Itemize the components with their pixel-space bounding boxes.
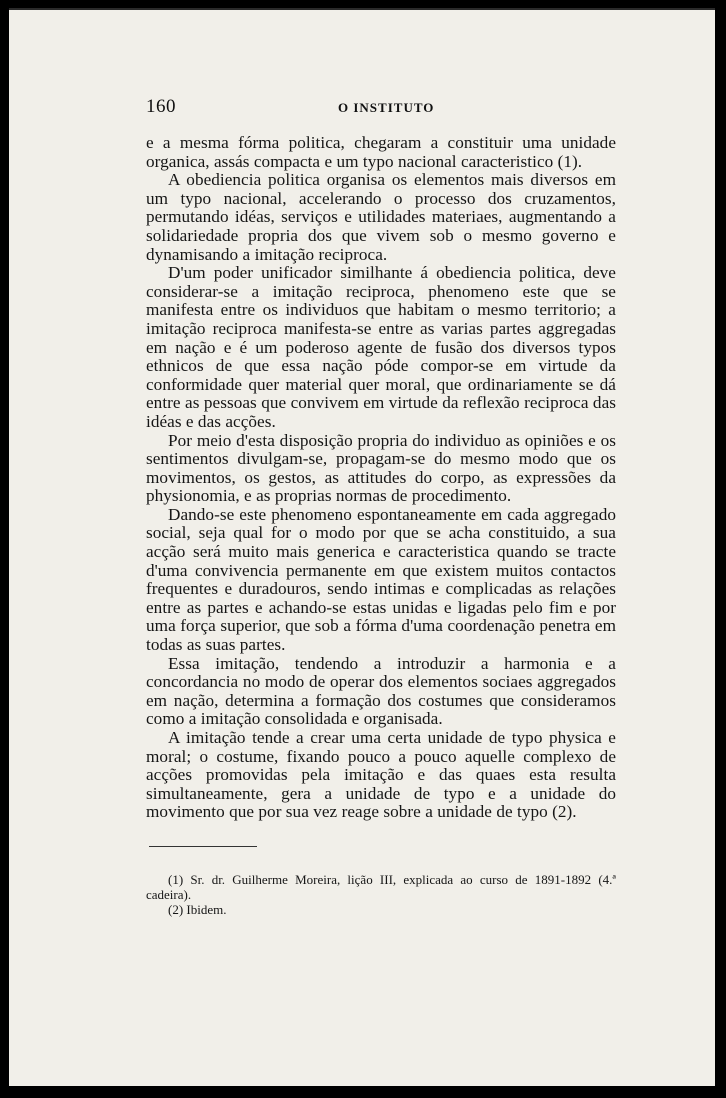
paragraph: A obediencia politica organisa os elementos mais diversos em um typo nacional, accelerando o processo dos cruzamentos, permutando idéas, serviços e utilidades materiaes, augmentando a solidariedade propria dos que vivem sob o mesmo governo e dynamisando a imitação reciproca. (146, 170, 616, 264)
footnote: (2) Ibidem. (168, 902, 227, 917)
footnotes (146, 872, 616, 917)
paragraph: Por meio d'esta disposição propria do individuo as opiniões e os sentimentos divulgam-se, propagam-se do mesmo modo que os movimentos, os gestos, as attitudes do corpo, as expressões da physionomia, e as proprias normas de procedimento. (146, 430, 616, 506)
main-text (146, 134, 616, 822)
book-page (9, 8, 715, 1086)
footnote-divider (149, 846, 257, 847)
running-title: O INSTITUTO (338, 100, 435, 115)
paragraph: Essa imitação, tendendo a introduzir a harmonia e a concordancia no modo de operar dos elementos sociaes aggregados em nação, determina a formação dos costumes que consideramos como a imitação consolidada e organisada. (146, 653, 616, 729)
paragraph: e a mesma fórma politica, chegaram a constituir uma unidade organica, assás compacta e um typo nacional caracteristico (1). (146, 133, 616, 171)
paragraph: A imitação tende a crear uma certa unidade de typo physica e moral; o costume, fixando pouco a pouco aquelle complexo de acções promovidas pela imitação e das quaes esta resulta simultaneamente, gera a unidade de typo e a unidade do movimento que por sua vez reage sobre a unidade de typo (2). (146, 728, 616, 822)
page-number: 160 (146, 96, 176, 117)
page-header (146, 96, 631, 120)
paragraph: D'um poder unificador similhante á obediencia politica, deve considerar-se a imitação reciproca, phenomeno este que se manifesta entre os individuos que habitam o mesmo territorio; a imitação reciproca manifesta-se entre as varias partes aggregadas em nação e é um poderoso agente de fusão dos diversos typos ethnicos de que essa nação póde compor-se em virtude da conformidade quer material quer moral, que ordinariamente se dá entre as pessoas que convivem em virtude da reflexão reciproca das idéas e das acções. (146, 263, 616, 431)
paragraph: Dando-se este phenomeno espontaneamente em cada aggregado social, seja qual for o modo por que se acha constituido, a sua acção será muito mais generica e caracteristica quando se tracte d'uma convivencia permanente em que existem muitos contactos frequentes e duradouros, sendo intimas e complicadas as relações entre as partes e achando-se estas unidas e ligadas pelo fim e por uma força superior, que sob a fórma d'uma coordenação penetra em todas as suas partes. (146, 504, 616, 655)
footnote: (1) Sr. dr. Guilherme Moreira, lição III, explicada ao curso de 1891-1892 (4.ª cadeira). (146, 872, 616, 902)
